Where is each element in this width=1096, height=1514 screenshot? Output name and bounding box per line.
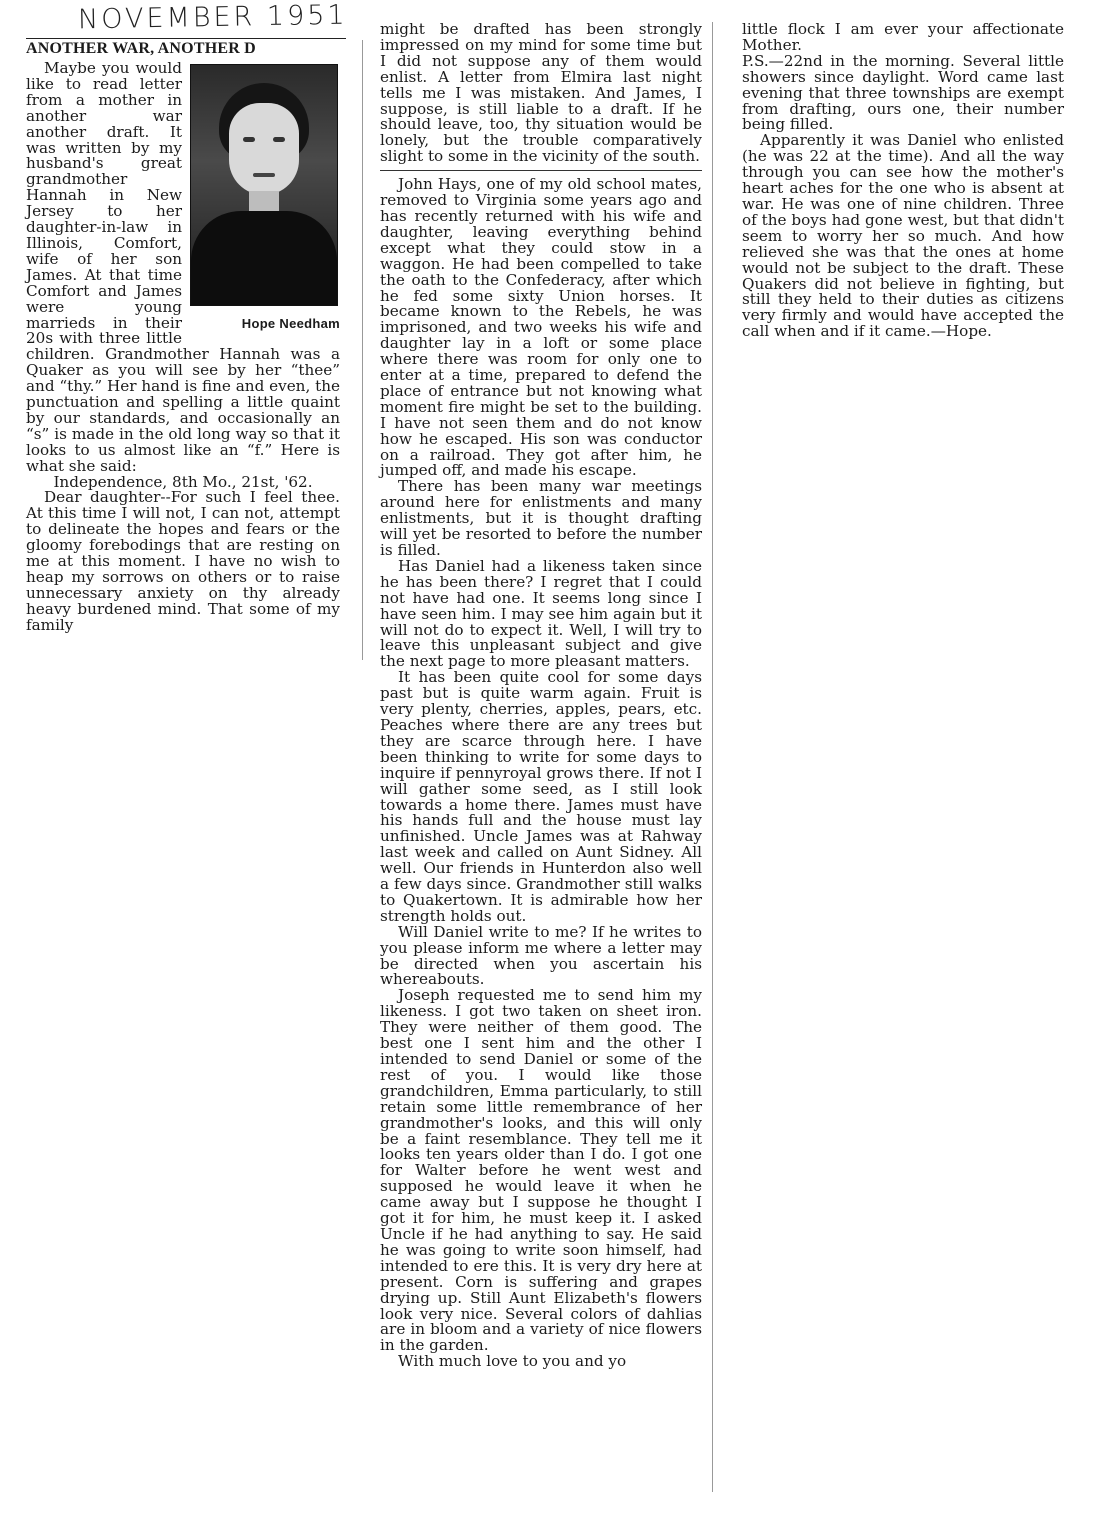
headline: ANOTHER WAR, ANOTHER D	[26, 40, 256, 57]
letter-paragraph: There has been many war meetings around here for enlistments and many enlistments, but it is thought drafting will yet be resorted to before the number is filled.	[380, 477, 702, 559]
letter-paragraph: Joseph requested me to send him my likeness. I got two taken on sheet iron. They were neither of them good. The best one I sent him and the other I intended to send Daniel or some of the rest of you. I would like those grandchildren, Emma particularly, to still retain some little remembrance of her grandmother's looks, and this will only be a faint resemblance. They tell me it looks ten years older than I do. I got one for Walter before he went west and supposed he would leave it when he came away but I suppose he thought I got it for him, he must keep it. I asked Uncle if he had anything to say. He said he was going to write soon himself, had intended to ere this. It is very dry here at present. Corn is suffering and grapes drying up. Still Aunt Elizabeth's flowers look very nice. Several colors of dahlias are in bloom and a variety of nice flowers in the garden.	[380, 986, 702, 1355]
letter-paragraph: Has Daniel had a likeness taken since he has been there? I regret that I could not have had one. It seems long since I have seen him. I may see him again but it will not do to expect it. Well, I will try to leave this unpleasant subject and give the next page to more pleasant matters.	[380, 556, 702, 671]
letter-paragraph: With much love to you and yo	[398, 1352, 627, 1371]
handwritten-date: NOVEMBER 1951	[77, 0, 348, 36]
photo-caption: Hope Needham	[241, 316, 340, 331]
commentary-paragraph: Apparently it was Daniel who enlisted (he was 22 at the time). And all the way through you can see how the mother's heart aches for the one who is absent at war. He was one of nine children. Three of the boys had gone west, but that didn't seem to worry her so much. And how relieved she was that the ones at home would not be subject to the draft. These Quakers did not believe in fighting, but still they held to their duties as citizens very firmly and would have accepted the call when and if it came.—Hope.	[742, 131, 1064, 341]
letter-paragraph: might be drafted has been strongly impressed on my mind for some time but I did not suppose any of them would enlist. A letter from Elmira last night tells me I was mistaken. And James, I suppose, is still liable to a draft. If he should leave, too, thy situation would be lonely, but the trouble comparatively slight to some in the vicinity of the south.	[380, 20, 702, 166]
column-1	[26, 40, 340, 634]
letter-paragraph: John Hays, one of my old school mates, removed to Virginia some years ago and has recently returned with his wife and daughter, leaving everything behind except what they could stow in a waggon. He had been compelled to take the oath to the Confederacy, after which he fed some sixty Union horses. It became known to the Rebels, he was imprisoned, and two weeks his wife and daughter lay in a loft or some place where there was room for only one to enter at a time, prepared to defend the place of entrance but not knowing what moment fire might be set to the building. I have not seen them and do not know how he escaped. His son was conductor on a railroad. They got after him, he jumped off, and made his escape.	[380, 175, 702, 480]
letter-paragraph: It has been quite cool for some days past but is quite warm again. Fruit is very plenty, cherries, apples, pears, etc. Peaches where there are any trees but they are scarce through here. I have been thinking to write for some days to inquire if pennyroyal grows there. If not I will gather some seed, as I still look towards a home there. James must have his hands full and the house must lay unfinished. Uncle James was at Rahway last week and called on Aunt Sidney. All well. Our friends in Hunterdon also well a few days since. Grandmother still walks to Quakertown. It is admirable how her strength holds out.	[380, 668, 702, 925]
postscript: P.S.—22nd in the morning. Several little showers since daylight. Word came last evening that three townships are exempt from drafting, ours one, their number being filled.	[742, 51, 1064, 134]
column-2	[380, 22, 702, 1370]
portrait-photo	[190, 64, 338, 306]
column-divider	[712, 22, 713, 1492]
column-3	[742, 22, 1064, 340]
intro-paragraph: Maybe you would like to read letter from a mother in another war another draft. It was written by my husband's great grandmother Hannah in New Jersey to her daughter-in-law in Illinois, Comfort, wife of her son James. At that time Comfort and James were young marrieds in their 20s with three little children. Grandmother Hannah was a Quaker as you will see by her “thee” and “thy.” Her hand is fine and even, the punctuation and spelling a little quaint by our standards, and occasionally an “s” is made in the old long way so that it looks to us almost like an “f.” Here is what she said:	[26, 59, 340, 475]
letter-dateline: Independence, 8th Mo., 21st, '62.	[53, 472, 313, 491]
letter-closing: little flock I am ever your affectionate Mother.	[742, 20, 1064, 54]
section-rule	[380, 170, 702, 171]
letter-opening: Dear daughter--For such I feel thee. At this time I will not, I can not, attempt to delineate the hopes and fears or the gloomy forebodings that are resting on me at this moment. I have no wish to heap my sorrows on others or to raise unnecessary anxiety on thy already heavy burdened mind. That some of my family	[26, 488, 340, 634]
photo-box	[190, 64, 340, 332]
letter-paragraph: Will Daniel write to me? If he writes to you please inform me where a letter may be directed when you ascertain his whereabouts.	[380, 922, 702, 989]
column-divider	[362, 40, 363, 660]
headline-rule	[26, 38, 346, 39]
